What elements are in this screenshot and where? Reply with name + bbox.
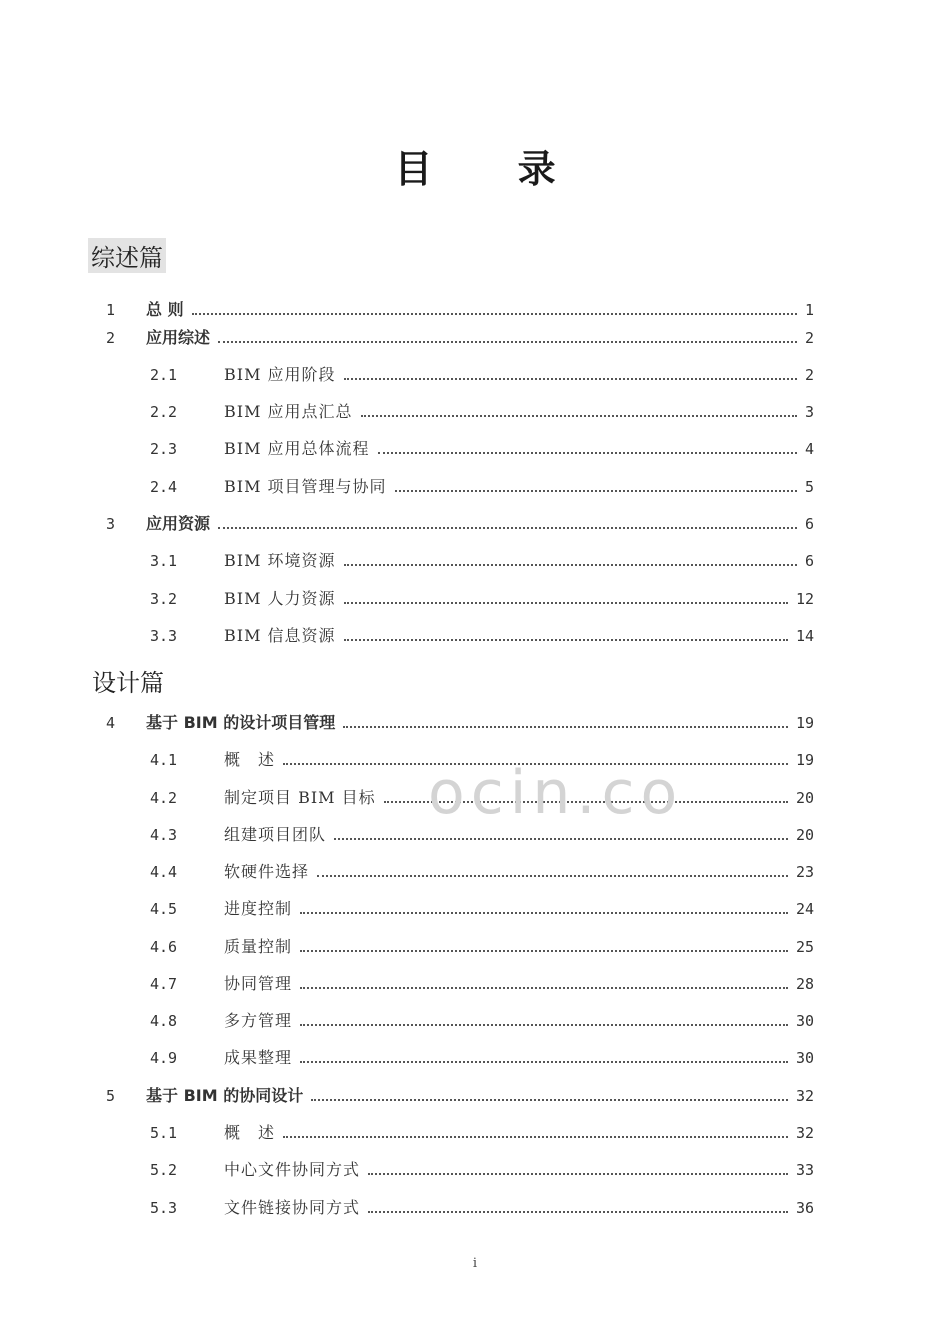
toc-entry-number: 5.2 — [150, 1161, 178, 1179]
toc-entry-number: 4.1 — [150, 751, 178, 769]
toc-entry-number: 4.6 — [150, 938, 178, 956]
toc-dot-leader — [368, 1173, 788, 1175]
toc-entry-title: 软硬件选择 — [224, 862, 310, 881]
toc-entry-page-number: 12 — [795, 590, 814, 608]
toc-entry-page-number: 28 — [795, 975, 814, 993]
toc-entry-number: 3.3 — [150, 627, 178, 645]
toc-entry-number: 2.1 — [150, 366, 178, 384]
toc-entry-title: BIM 应用点汇总 — [224, 402, 353, 421]
toc-dot-leader — [368, 1211, 788, 1213]
toc-entry-page-number: 32 — [795, 1124, 814, 1142]
toc-chapter-entry[interactable] — [0, 711, 950, 735]
toc-dot-leader — [344, 639, 788, 641]
toc-subsection-entry[interactable] — [0, 1158, 950, 1182]
toc-entry-page-number: 20 — [795, 826, 814, 844]
toc-subsection-entry[interactable] — [0, 897, 950, 921]
toc-subsection-entry[interactable] — [0, 549, 950, 573]
toc-entry-page-number: 19 — [795, 751, 814, 769]
toc-dot-leader — [300, 1024, 788, 1026]
toc-subsection-entry[interactable] — [0, 475, 950, 499]
toc-entry-number: 1 — [106, 301, 116, 319]
toc-subsection-entry[interactable] — [0, 972, 950, 996]
toc-entry-title: 成果整理 — [224, 1048, 293, 1067]
section-heading-design: 设计篇 — [92, 669, 164, 697]
toc-entry-number: 2 — [106, 329, 116, 347]
toc-entry-page-number: 6 — [804, 515, 814, 533]
toc-dot-leader — [334, 838, 788, 840]
toc-entry-title: BIM 项目管理与协同 — [224, 477, 387, 496]
toc-subsection-entry[interactable] — [0, 860, 950, 884]
toc-subsection-entry[interactable] — [0, 1196, 950, 1220]
toc-entry-page-number: 2 — [804, 329, 814, 347]
toc-entry-title: 多方管理 — [224, 1011, 293, 1030]
toc-subsection-entry[interactable] — [0, 1009, 950, 1033]
toc-dot-leader — [283, 1136, 788, 1138]
toc-dot-leader — [395, 490, 797, 492]
toc-entry-number: 4.5 — [150, 900, 178, 918]
toc-dot-leader — [192, 313, 797, 315]
toc-entry-page-number: 33 — [795, 1161, 814, 1179]
toc-entry-title: 基于 BIM 的协同设计 — [146, 1086, 304, 1105]
toc-entry-title: 概 述 — [224, 1123, 276, 1142]
toc-subsection-entry[interactable] — [0, 437, 950, 461]
toc-entry-title: BIM 信息资源 — [224, 626, 336, 645]
toc-entry-number: 4 — [106, 714, 116, 732]
toc-entry-title: 质量控制 — [224, 937, 293, 956]
toc-entry-title: 文件链接协同方式 — [224, 1198, 361, 1217]
watermark: ocin.co — [428, 758, 684, 828]
toc-entry-page-number: 32 — [795, 1087, 814, 1105]
toc-dot-leader — [344, 602, 788, 604]
toc-entry-number: 2.3 — [150, 440, 178, 458]
toc-entry-title: 应用综述 — [146, 328, 211, 347]
toc-entry-title: BIM 应用总体流程 — [224, 439, 370, 458]
toc-dot-leader — [300, 1061, 788, 1063]
toc-entry-number: 2.2 — [150, 403, 178, 421]
toc-entry-page-number: 19 — [795, 714, 814, 732]
toc-entry-number: 3.2 — [150, 590, 178, 608]
toc-entry-title: 制定项目 BIM 目标 — [224, 788, 376, 807]
toc-entry-page-number: 20 — [795, 789, 814, 807]
toc-entry-title: 基于 BIM 的设计项目管理 — [146, 713, 336, 732]
toc-subsection-entry[interactable] — [0, 1121, 950, 1145]
section-heading-overview: 综述篇 — [88, 238, 166, 273]
toc-entry-number: 4.9 — [150, 1049, 178, 1067]
toc-dot-leader — [300, 912, 788, 914]
toc-entry-page-number: 25 — [795, 938, 814, 956]
toc-subsection-entry[interactable] — [0, 363, 950, 387]
toc-entry-title: 进度控制 — [224, 899, 293, 918]
toc-chapter-entry[interactable] — [0, 512, 950, 536]
toc-entry-title: BIM 环境资源 — [224, 551, 336, 570]
toc-chapter-entry[interactable] — [0, 1084, 950, 1108]
page-title: 目 录 — [394, 147, 592, 191]
toc-subsection-entry[interactable] — [0, 587, 950, 611]
toc-entry-number: 4.7 — [150, 975, 178, 993]
footer-page-number: i — [472, 1256, 478, 1271]
toc-entry-number: 4.4 — [150, 863, 178, 881]
toc-entry-page-number: 6 — [804, 552, 814, 570]
toc-entry-page-number: 2 — [804, 366, 814, 384]
toc-entry-page-number: 3 — [804, 403, 814, 421]
toc-entry-page-number: 5 — [804, 478, 814, 496]
toc-dot-leader — [317, 875, 788, 877]
toc-dot-leader — [300, 950, 788, 952]
toc-entry-number: 3.1 — [150, 552, 178, 570]
toc-dot-leader — [343, 726, 788, 728]
toc-entry-number: 5 — [106, 1087, 116, 1105]
toc-dot-leader — [344, 564, 797, 566]
toc-dot-leader — [378, 452, 797, 454]
toc-entry-title: 组建项目团队 — [224, 825, 327, 844]
toc-entry-number: 4.3 — [150, 826, 178, 844]
toc-entry-title: 概 述 — [224, 750, 276, 769]
toc-entry-page-number: 14 — [795, 627, 814, 645]
toc-subsection-entry[interactable] — [0, 1046, 950, 1070]
toc-entry-page-number: 30 — [795, 1012, 814, 1030]
toc-subsection-entry[interactable] — [0, 400, 950, 424]
toc-entry-number: 4.2 — [150, 789, 178, 807]
toc-chapter-entry[interactable] — [0, 326, 950, 350]
toc-entry-page-number: 4 — [804, 440, 814, 458]
toc-chapter-entry[interactable] — [0, 298, 950, 322]
toc-entry-page-number: 24 — [795, 900, 814, 918]
toc-entry-number: 5.1 — [150, 1124, 178, 1142]
toc-subsection-entry[interactable] — [0, 624, 950, 648]
toc-entry-title: BIM 人力资源 — [224, 589, 336, 608]
toc-dot-leader — [218, 341, 797, 343]
toc-entry-page-number: 36 — [795, 1199, 814, 1217]
toc-entry-title: BIM 应用阶段 — [224, 365, 336, 384]
toc-dot-leader — [361, 415, 797, 417]
toc-entry-page-number: 1 — [804, 301, 814, 319]
toc-dot-leader — [218, 527, 797, 529]
toc-entry-number: 2.4 — [150, 478, 178, 496]
toc-entry-page-number: 23 — [795, 863, 814, 881]
toc-entry-number: 3 — [106, 515, 116, 533]
toc-entry-title: 总 则 — [146, 300, 184, 319]
toc-entry-page-number: 30 — [795, 1049, 814, 1067]
toc-entry-number: 5.3 — [150, 1199, 178, 1217]
toc-dot-leader — [344, 378, 797, 380]
toc-entry-title: 应用资源 — [146, 514, 211, 533]
toc-dot-leader — [300, 987, 788, 989]
toc-entry-title: 中心文件协同方式 — [224, 1160, 361, 1179]
toc-entry-number: 4.8 — [150, 1012, 178, 1030]
toc-entry-title: 协同管理 — [224, 974, 293, 993]
toc-subsection-entry[interactable] — [0, 935, 950, 959]
toc-dot-leader — [311, 1099, 788, 1101]
